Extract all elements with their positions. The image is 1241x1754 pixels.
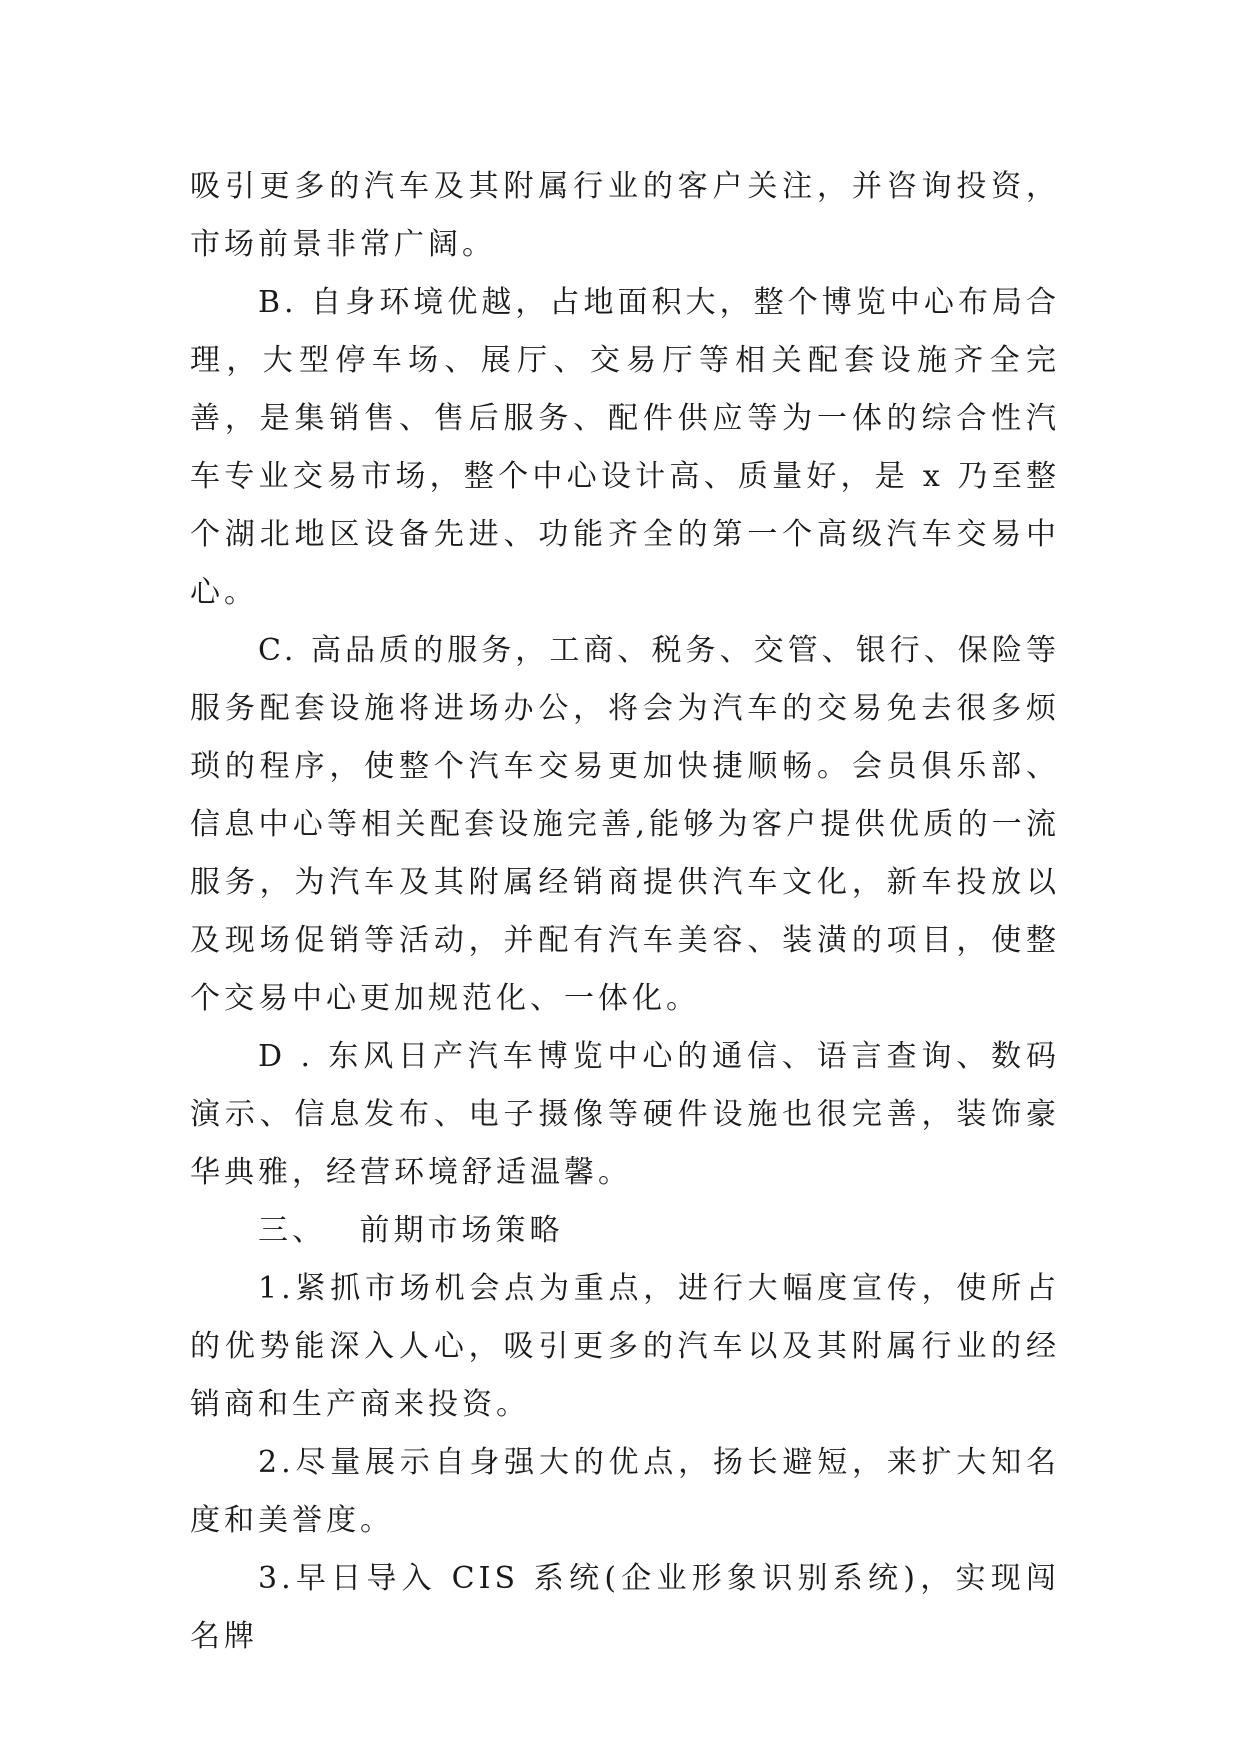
paragraph-item-b: B. 自身环境优越，占地面积大，整个博览中心布局合理，大型停车场、展厅、交易厅等相关配套设施齐全完善，是集销售、售后服务、配件供应等为一体的综合性汽车专业交易市场，整个中心设计高、质量好，是 x 乃至整个湖北地区设备先进、功能齐全的第一个高级汽车交易中心。 [190,285,1060,610]
paragraph-strategy-2: 2.尽量展示自身强大的优点，扬长避短，来扩大知名度和美誉度。 [190,1445,1060,1538]
paragraph-item-c: C. 高品质的服务，工商、税务、交管、银行、保险等服务配套设施将进场办公，将会为汽车的交易免去很多烦琐的程序，使整个汽车交易更加快捷顺畅。会员俱乐部、信息中心等相关配套设施完善,能够为客户提供优质的一流服务，为汽车及其附属经销商提供汽车文化，新车投放以及现场促销等活动，并配有汽车美容、装潢的项目，使整个交易中心更加规范化、一体化。 [190,633,1060,1016]
section-heading-market-strategy: 三、 前期市场策略 [258,1213,564,1248]
paragraph-strategy-1: 1.紧抓市场机会点为重点，进行大幅度宣传，使所占的优势能深入人心，吸引更多的汽车以及其附属行业的经销商和生产商来投资。 [190,1271,1060,1422]
paragraph-market-prospect: 吸引更多的汽车及其附属行业的客户关注，并咨询投资，市场前景非常广阔。 [190,169,1060,262]
paragraph-item-d: D . 东风日产汽车博览中心的通信、语言查询、数码演示、信息发布、电子摄像等硬件设施也很完善，装饰豪华典雅，经营环境舒适温馨。 [190,1039,1060,1190]
paragraph-strategy-3: 3.早日导入 CIS 系统(企业形象识别系统)，实现闯名牌 [190,1561,1060,1654]
document-body [190,158,1060,1666]
